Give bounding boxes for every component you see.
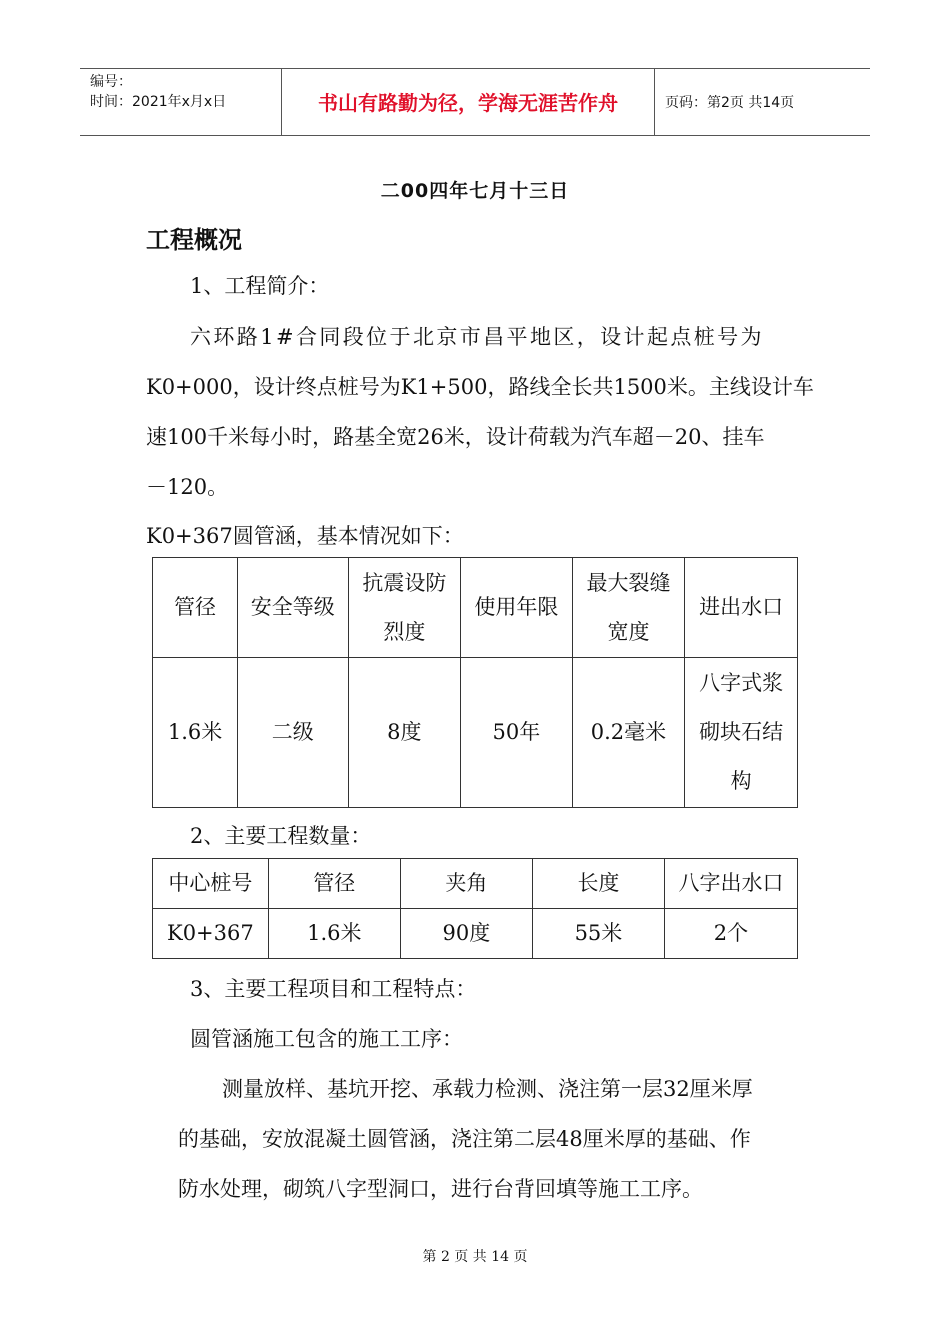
table-cell bbox=[685, 658, 798, 808]
header-divider bbox=[654, 68, 655, 135]
table-cell: 1.6米 bbox=[153, 658, 238, 808]
table-header-cell: 安全等级 bbox=[238, 558, 348, 658]
paragraph-line: 速100千米每小时，路基全宽26米，设计荷载为汽车超－20、挂车 bbox=[146, 425, 765, 449]
header-meta bbox=[90, 72, 226, 112]
table-row bbox=[153, 658, 798, 808]
table-header-cell: 八字出水口 bbox=[664, 859, 797, 909]
table-header-cell: 长度 bbox=[532, 859, 664, 909]
header-bottom-rule bbox=[80, 135, 870, 136]
table-header-cell bbox=[572, 558, 685, 658]
paragraph-line: 防水处理，砌筑八字型洞口，进行台背回填等施工工序。 bbox=[178, 1177, 703, 1201]
table-header-row bbox=[153, 859, 798, 909]
quantities-table bbox=[152, 858, 798, 959]
table-cell: 2个 bbox=[664, 909, 797, 959]
document-number: 编号： bbox=[90, 74, 132, 90]
paragraph-line: －120。 bbox=[146, 475, 229, 499]
features-heading: 3、主要工程项目和工程特点： bbox=[190, 977, 477, 1001]
table-header-cell: 使用年限 bbox=[461, 558, 573, 658]
table-header-cell bbox=[348, 558, 461, 658]
table-cell-text: 八字式浆砌块石结构 bbox=[699, 671, 784, 793]
date-title: 二00四年七月十三日 bbox=[380, 180, 570, 202]
table-header-cell: 中心桩号 bbox=[153, 859, 269, 909]
quantities-heading: 2、主要工程数量： bbox=[190, 824, 372, 848]
paragraph-line: 六环路1#合同段位于北京市昌平地区，设计起点桩号为 bbox=[190, 325, 764, 349]
section-title: 工程概况 bbox=[146, 226, 242, 254]
features-subheading: 圆管涵施工包含的施工工序： bbox=[190, 1027, 463, 1051]
document-time: 时间：2021年x月x日 bbox=[90, 94, 227, 110]
table-header-row bbox=[153, 558, 798, 658]
table-header-cell: 进出水口 bbox=[685, 558, 798, 658]
table-header-cell: 管径 bbox=[268, 859, 400, 909]
table-cell: 50年 bbox=[461, 658, 573, 808]
table-header-text: 最大裂缝宽度 bbox=[586, 570, 671, 644]
table-cell: 0.2毫米 bbox=[572, 658, 685, 808]
page-footer: 第 2 页 共 14 页 bbox=[422, 1249, 528, 1265]
culvert-info-table bbox=[152, 557, 798, 808]
table-cell: 1.6米 bbox=[268, 909, 400, 959]
header-motto: 书山有路勤为径，学海无涯苦作舟 bbox=[318, 91, 618, 115]
table-row bbox=[153, 909, 798, 959]
paragraph-line: K0+000，设计终点桩号为K1+500，路线全长共1500米。主线设计车 bbox=[146, 375, 814, 399]
table-header-cell: 管径 bbox=[153, 558, 238, 658]
intro-heading: 1、工程简介： bbox=[190, 274, 330, 298]
table-cell: 8度 bbox=[348, 658, 461, 808]
table-header-text: 抗震设防烈度 bbox=[362, 570, 447, 644]
paragraph-line: 测量放样、基坑开挖、承载力检测、浇注第一层32厘米厚 bbox=[222, 1077, 753, 1101]
header-page-info: 页码：第2页 共14页 bbox=[665, 94, 795, 111]
table-cell: 55米 bbox=[532, 909, 664, 959]
table-header-cell: 夹角 bbox=[400, 859, 532, 909]
culvert-line: K0+367圆管涵，基本情况如下： bbox=[146, 524, 464, 548]
paragraph-line: 的基础，安放混凝土圆管涵，浇注第二层48厘米厚的基础、作 bbox=[178, 1127, 751, 1151]
table-cell: K0+367 bbox=[153, 909, 269, 959]
table-cell: 90度 bbox=[400, 909, 532, 959]
table-cell: 二级 bbox=[238, 658, 348, 808]
